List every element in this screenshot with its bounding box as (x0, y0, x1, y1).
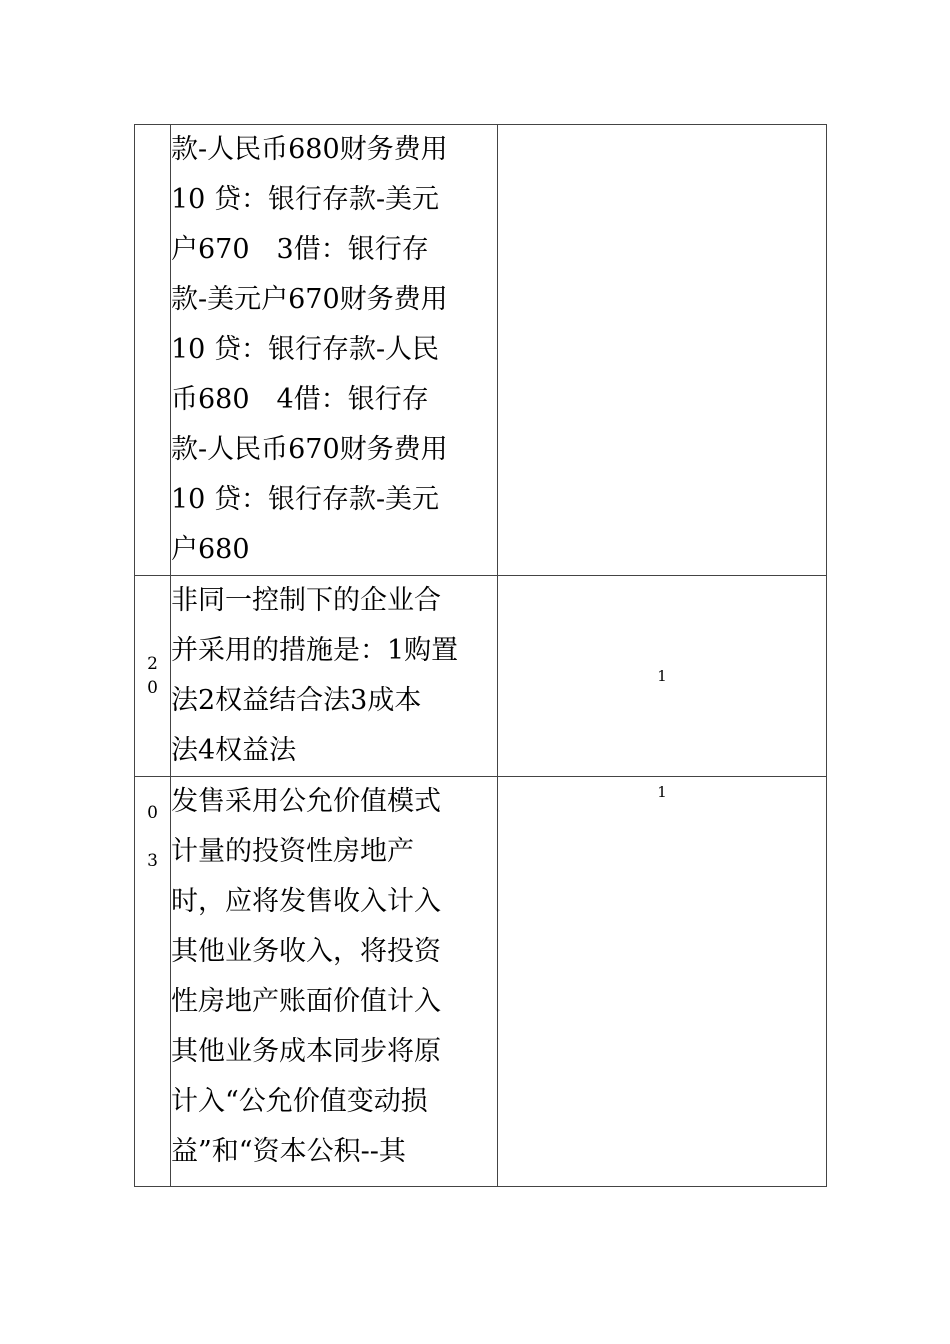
answer-cell: 1 (498, 576, 827, 777)
question-table (134, 124, 827, 1187)
question-line: 款-人民币670财务费用 (171, 434, 448, 465)
question-line: 款-人民币680财务费用 (171, 134, 448, 165)
table-row (135, 125, 827, 576)
question-line: 计入“公允价值变动损 (171, 1086, 428, 1117)
question-number-cell (135, 125, 171, 576)
question-number-cell (135, 777, 171, 1187)
question-line: 时，应将发售收入计入 (171, 886, 441, 917)
question-line: 并采用的措施是：1购置 (171, 635, 459, 666)
question-line: 10 贷：银行存款-美元 (171, 484, 440, 515)
question-number-digit: 0 (147, 803, 158, 823)
question-line: 其他业务收入，将投资 (171, 936, 441, 967)
question-line: 户680 (171, 534, 250, 565)
question-line: 币680 4借：银行存 (171, 384, 429, 415)
question-text-cell (171, 777, 498, 1187)
answer-cell (498, 125, 827, 576)
question-line: 性房地产账面价值计入 (171, 986, 441, 1017)
question-line: 10 贷：银行存款-美元 (171, 184, 440, 215)
question-line: 非同一控制下的企业合 (171, 585, 441, 616)
question-line: 户670 3借：银行存 (171, 234, 429, 265)
question-number-digit: 2 (147, 654, 158, 674)
question-line: 计量的投资性房地产 (171, 836, 414, 867)
question-line: 发售采用公允价值模式 (171, 786, 441, 817)
question-line: 其他业务成本同步将原 (171, 1036, 441, 1067)
answer-cell: 1 (498, 777, 827, 1187)
question-line: 法2权益结合法3成本 (171, 685, 422, 716)
question-line: 款-美元户670财务费用 (171, 284, 448, 315)
question-text-cell (171, 576, 498, 777)
question-line: 10 贷：银行存款-人民 (171, 334, 440, 365)
table-row (135, 576, 827, 777)
table-row (135, 777, 827, 1187)
question-number-digit: 0 (147, 678, 158, 698)
question-text-cell (171, 125, 498, 576)
question-number-cell (135, 576, 171, 777)
question-line: 益”和“资本公积--其 (171, 1136, 406, 1167)
question-number-digit: 3 (147, 851, 158, 871)
question-line: 法4权益法 (171, 735, 297, 766)
